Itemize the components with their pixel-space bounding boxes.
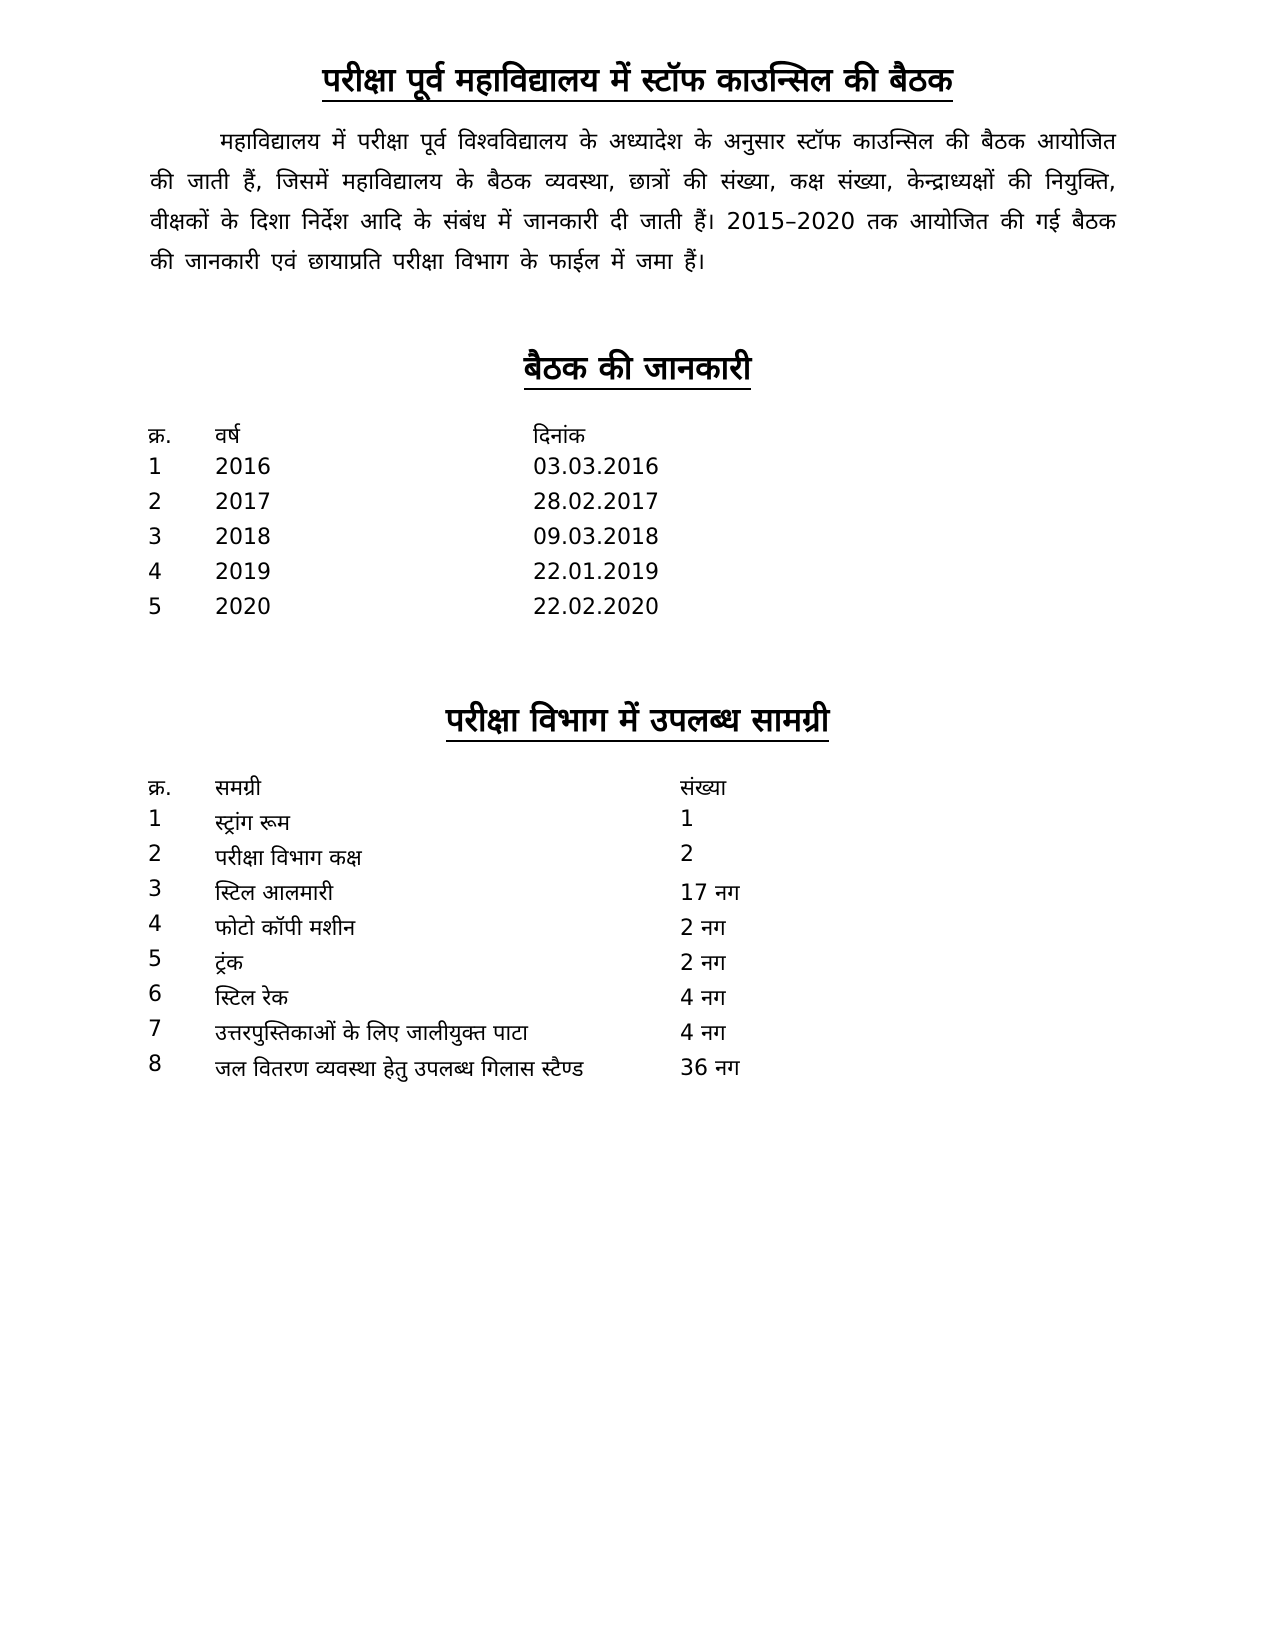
meetings-heading: बैठक की जानकारी: [0, 344, 1275, 389]
cell-serial: 3: [148, 877, 162, 902]
cell-serial: 8: [148, 1052, 162, 1077]
cell-date: 22.01.2019: [533, 560, 659, 585]
intro-paragraph: महाविद्यालय में परीक्षा पूर्व विश्वविद्यालय के अध्यादेश के अनुसार स्टॉफ काउन्सिल की बैठक आयोजित की जाती हैं, जिसमें महाविद्यालय के बैठक व्यवस्था, छात्रों की संख्या, कक्ष संख्या, केन्द्राध्यक्षों की नियुक्ति, वीक्षकों के दिशा निर्देश आदि के संबंध में जानकारी दी जाती हैं। 2015–2020 तक आयोजित की गई बैठक की जानकारी एवं छायाप्रति परीक्षा विभाग के फाईल में जमा हैं।: [150, 129, 1116, 275]
table-row: [148, 877, 830, 912]
cell-serial: 2: [148, 490, 162, 515]
page-title: परीक्षा पूर्व महाविद्यालय में स्टॉफ काउन्सिल की बैठक: [0, 56, 1275, 101]
materials-heading: परीक्षा विभाग में उपलब्ध सामग्री: [0, 696, 1275, 741]
cell-serial: 2: [148, 842, 162, 867]
cell-date: 28.02.2017: [533, 490, 659, 515]
table-header-row: [148, 772, 830, 807]
cell-material: स्टिल रेक: [215, 986, 289, 1011]
cell-material: [215, 1052, 680, 1087]
table-row: [148, 842, 830, 877]
cell-serial: 4: [148, 560, 162, 585]
table-row: [148, 912, 830, 947]
table-row: [148, 560, 783, 595]
cell-serial: 6: [148, 982, 162, 1007]
cell-quantity: 36 नग: [680, 1056, 740, 1081]
cell-serial: 5: [148, 595, 162, 620]
cell-quantity: 4 नग: [680, 1021, 726, 1046]
cell-serial: 4: [148, 912, 162, 937]
table-row: [148, 1017, 830, 1052]
table-row: [148, 490, 783, 525]
header-quantity: संख्या: [680, 776, 727, 801]
cell-quantity: 4 नग: [680, 986, 726, 1011]
cell-year: 2018: [215, 525, 271, 550]
table-header-row: [148, 420, 783, 455]
cell-material: ट्रंक: [215, 951, 243, 976]
cell-year: 2020: [215, 595, 271, 620]
table-row: [148, 947, 830, 982]
cell-year: 2017: [215, 490, 271, 515]
header-serial: क्र.: [148, 424, 172, 449]
cell-material: स्टिल आलमारी: [215, 881, 334, 906]
cell-serial: 3: [148, 525, 162, 550]
cell-serial: 1: [148, 455, 162, 480]
table-row: [148, 595, 783, 630]
cell-serial: 1: [148, 807, 162, 832]
meetings-table: [148, 420, 783, 630]
cell-material: फोटो कॉपी मशीन: [215, 916, 356, 941]
cell-quantity: 2 नग: [680, 951, 726, 976]
materials-table: [148, 772, 830, 1087]
table-row: [148, 807, 830, 842]
table-row: [148, 455, 783, 490]
cell-serial: 5: [148, 947, 162, 972]
cell-date: 03.03.2016: [533, 455, 659, 480]
cell-date: 22.02.2020: [533, 595, 659, 620]
header-date: दिनांक: [533, 424, 586, 449]
cell-quantity: 17 नग: [680, 881, 740, 906]
material-text: जल वितरण व्यवस्था हेतु उपलब्ध गिलास स्टैण्ड: [215, 1057, 584, 1082]
cell-material: उत्तरपुस्तिकाओं के लिए जालीयुक्त पाटा: [215, 1021, 528, 1046]
cell-date: 09.03.2018: [533, 525, 659, 550]
table-row: [148, 982, 830, 1017]
cell-material: स्ट्रांग रूम: [215, 811, 290, 836]
header-year: वर्ष: [215, 424, 240, 449]
cell-material: परीक्षा विभाग कक्ष: [215, 846, 362, 871]
header-serial: क्र.: [148, 776, 172, 801]
cell-year: 2016: [215, 455, 271, 480]
header-material: समग्री: [215, 776, 262, 801]
table-row: [148, 525, 783, 560]
cell-quantity: 2 नग: [680, 916, 726, 941]
cell-year: 2019: [215, 560, 271, 585]
cell-serial: 7: [148, 1017, 162, 1042]
cell-quantity: 2: [680, 842, 694, 867]
table-row: [148, 1052, 830, 1087]
cell-quantity: 1: [680, 807, 694, 832]
